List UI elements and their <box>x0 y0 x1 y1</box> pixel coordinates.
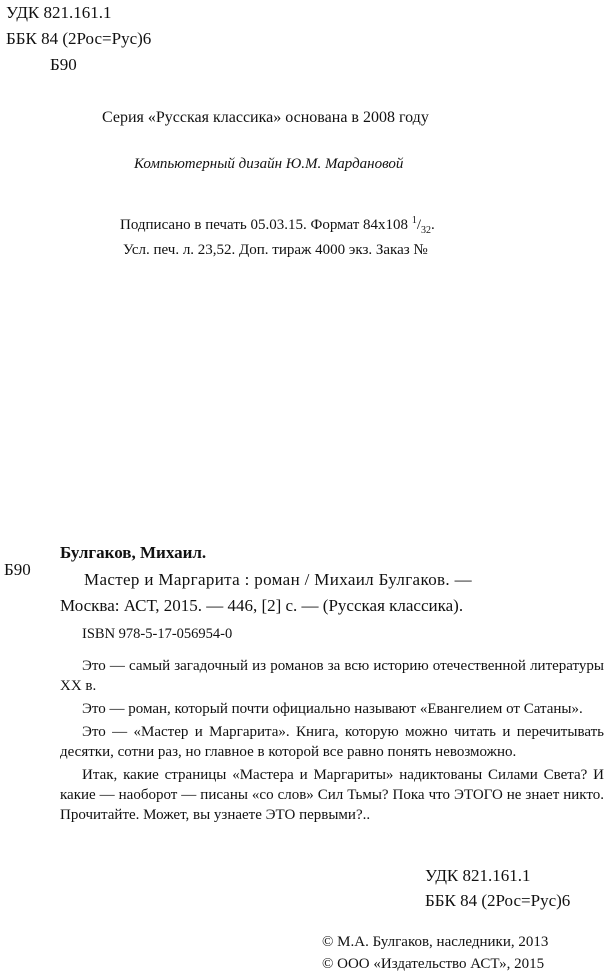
isbn: ISBN 978-5-17-056954-0 <box>82 626 233 642</box>
format-denominator: 32 <box>420 225 431 236</box>
annotation-block <box>60 656 604 825</box>
copyright-publisher: © ООО «Издательство АСТ», 2015 <box>322 956 545 972</box>
udk-code-top: УДК 821.161.1 <box>6 3 112 22</box>
author-mark-top: Б90 <box>50 55 77 74</box>
design-credit: Компьютерный дизайн Ю.М. Мардановой <box>134 156 404 172</box>
bbk-code-bottom: ББК 84 (2Рос=Рус)6 <box>425 891 571 910</box>
annotation-paragraph: Это — «Мастер и Маргарита». Книга, которую можно читать и перечитывать десятки, сотни раз, но главное в которой все равно понять невозможно. <box>60 724 604 760</box>
annotation-paragraph: Это — самый загадочный из романов за всю историю отечественной литературы XX в. <box>60 658 604 694</box>
format-numerator: 1 <box>411 215 417 226</box>
annotation-paragraph: Итак, какие страницы «Мастера и Маргариты» надиктованы Силами Света? И какие — наоборот — писаны «со слов» Сил Тьмы? Пока что ЭТОГО не знает никто. Прочитайте. Может, вы узнаете ЭТО первыми?.. <box>60 767 604 823</box>
catalog-author: Булгаков, Михаил. <box>60 543 207 562</box>
copyright-author: © М.А. Булгаков, наследники, 2013 <box>322 934 549 950</box>
udk-code-bottom: УДК 821.161.1 <box>425 866 531 885</box>
annotation-paragraph: Это — роман, который почти официально называют «Евангелием от Сатаны». <box>82 701 583 717</box>
author-mark-catalog: Б90 <box>4 560 31 579</box>
bbk-code-top: ББК 84 (2Рос=Рус)6 <box>6 29 152 48</box>
series-line: Серия «Русская классика» основана в 2008 году <box>102 109 429 126</box>
catalog-title-line-2: Москва: АСТ, 2015. — 446, [2] с. — (Русская классика). <box>60 596 464 615</box>
imprint-format-text: Подписано в печать 05.03.15. Формат 84x108 <box>120 217 409 233</box>
imprint-line-1: Подписано в печать 05.03.15. Формат 84x108 $^1/_{32}$. <box>120 215 435 236</box>
catalog-title-line-1: Мастер и Маргарита : роман / Михаил Булгаков. — <box>84 570 472 589</box>
imprint-line-1-end: . <box>430 217 435 233</box>
imprint-line-2: Усл. печ. л. 23,52. Доп. тираж 4000 экз. Заказ № <box>123 242 428 258</box>
